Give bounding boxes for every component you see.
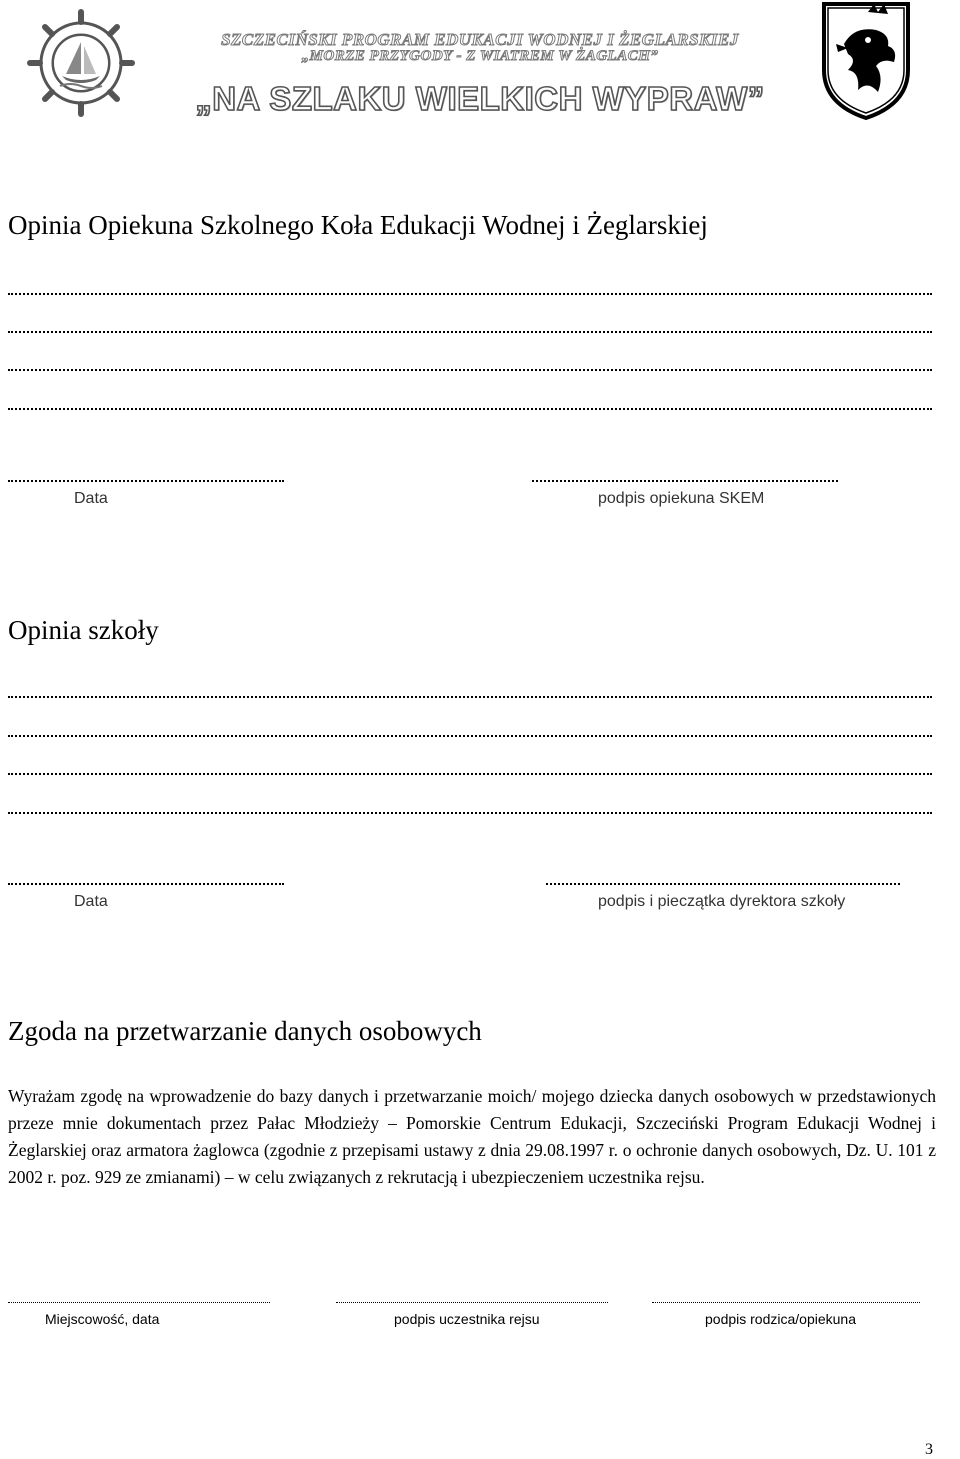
consent-title: Zgoda na przetwarzanie danych osobowych (8, 1016, 482, 1046)
consent-text: Wyrażam zgodę na wprowadzenie do bazy danych i przetwarzanie moich/ mojego dziecka danych osobowych w przedstawionych przeze mnie dokumentach przez Pałac Młodzieży – Pomorskie Centrum Edukacji, Szczeciński Program Edukacji Wodnej i Żeglarskiej oraz armatora żaglowca (zgodnie z przepisami ustawy z dnia 29.08.1997 r. o ochronie danych osobowych, Dz. U. 101 z 2002 r. poz. 929 ze zmianami) – w celu związanych z rekrutacją i ubezpieczeniem uczestnika rejsu. (8, 1086, 936, 1187)
opinion-school-line-1[interactable] (8, 696, 932, 698)
school-signature-label: podpis i pieczątka dyrektora szkoły (598, 893, 846, 910)
teacher-signature-field[interactable] (532, 480, 838, 482)
place-date-label: Miejscowość, data (45, 1311, 160, 1327)
opinion-teacher-line-4[interactable] (8, 408, 932, 410)
participant-signature-field[interactable] (336, 1302, 608, 1303)
teacher-date-field[interactable] (8, 480, 284, 482)
program-subtitle-line: „MORZE PRZYGODY - Z WIATREM W ŻAGLACH” (301, 48, 659, 64)
participant-signature-label: podpis uczestnika rejsu (394, 1311, 540, 1327)
page-number: 3 (925, 1441, 933, 1458)
program-name-line: SZCZECIŃSKI PROGRAM EDUKACJI WODNEJ I ŻEGLARSKIEJ (221, 30, 739, 49)
teacher-opinion-title: Opinia Opiekuna Szkolnego Koła Edukacji Wodnej i Żeglarskiej (8, 210, 708, 240)
opinion-teacher-line-2[interactable] (8, 331, 932, 333)
ship-wheel-emblem-icon (26, 8, 136, 118)
opinion-teacher-line-3[interactable] (8, 369, 932, 371)
griffin-coat-of-arms-icon (818, 0, 914, 122)
parent-signature-field[interactable] (652, 1302, 920, 1303)
expedition-banner: „NA SZLAKU WIELKICH WYPRAW” (195, 80, 765, 117)
opinion-school-line-2[interactable] (8, 735, 932, 737)
left-logo (26, 8, 136, 118)
right-logo (818, 0, 914, 122)
opinion-school-line-3[interactable] (8, 773, 932, 775)
opinion-teacher-line-1[interactable] (8, 293, 932, 295)
place-date-field[interactable] (8, 1302, 270, 1303)
school-date-label: Data (74, 893, 108, 910)
school-signature-field[interactable] (546, 883, 900, 885)
teacher-signature-label: podpis opiekuna SKEM (598, 490, 765, 507)
parent-signature-label: podpis rodzica/opiekuna (705, 1311, 856, 1327)
teacher-date-label: Data (74, 490, 108, 507)
school-opinion-title: Opinia szkoły (8, 615, 159, 645)
opinion-school-line-4[interactable] (8, 812, 932, 814)
school-date-field[interactable] (8, 883, 284, 885)
